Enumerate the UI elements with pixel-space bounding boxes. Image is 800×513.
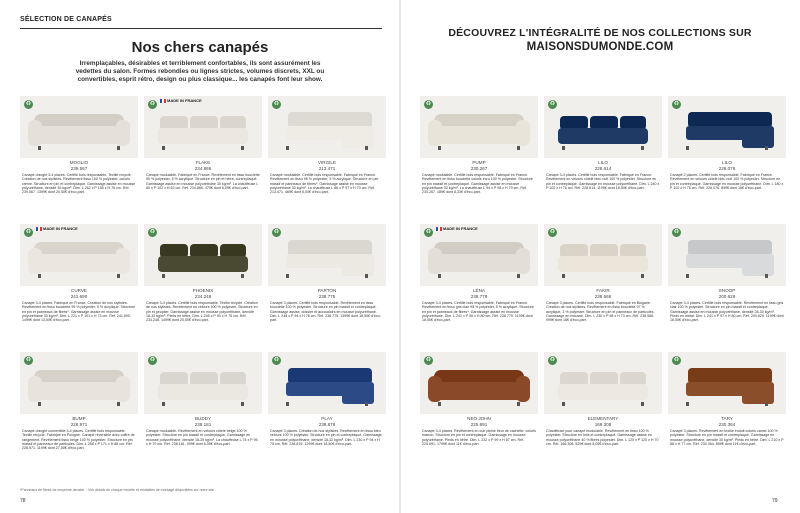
product-ref: 213.471: [318, 165, 336, 171]
page-number-right: 79: [772, 498, 778, 504]
product-description: Canapé 3 places. Certifié bois responsable. Fabriqué en Bulgarie. Création de nos stylistes. Revêtement en tissu bouclette 97 % acrylique, 3 % polyester. Structure en pin et panneaux de particules. Garnissage en mousse. Dim. L 230 x P 98 x H 73 cm. Réf. 238.568. 999€ dont 16€ d'éco-part.: [546, 301, 655, 323]
page-title: Nos chers canapés: [131, 39, 269, 56]
product-card: [420, 224, 538, 352]
eco-badge-icon: ♻: [25, 229, 32, 235]
product-title: PLAY: [321, 416, 333, 421]
product-card: [668, 96, 786, 224]
promo-line-2: MAISONSDUMONDE.COM: [526, 41, 674, 53]
product-name: [544, 416, 662, 427]
sofa-illustration: [544, 224, 662, 286]
product-description: Canapé 3 places. Création de nos stylistes. Revêtement en tissu bleu velours 100 % polyester. Structure en pin et contreplaqué. Garnissage en mousse polyuréthane, densité 18-32 kg/m³. Dim. L 230 x P 94 x H 75 cm. Réf. 238.876. 1299€ dont 18,50€ d'éco-part.: [270, 429, 382, 446]
product-title: MOGLIO: [69, 160, 89, 165]
product-card: [544, 96, 662, 224]
eco-badge-icon: ♻: [273, 229, 280, 235]
product-photo: [544, 224, 662, 286]
product-ref: 200.629: [718, 293, 736, 299]
footnote: *Panneaux de fibres de moyenne densité. · Voir détails de chaque modèle et modalités de montage disponibles sur notre site.: [20, 488, 215, 492]
sofa-illustration: [668, 224, 786, 286]
product-title: VIRGILE: [317, 160, 337, 165]
eco-badge-icon: ♻: [25, 357, 32, 363]
sofa-illustration: [668, 96, 786, 158]
product-photo: [420, 352, 538, 414]
product-title: PARTON: [317, 288, 337, 293]
product-ref: 166.308: [594, 421, 612, 427]
product-ref: 230.364: [718, 421, 736, 427]
product-photo: [668, 224, 786, 286]
sofa-illustration: [544, 96, 662, 158]
product-card: [544, 352, 662, 480]
product-title: PHOENIX: [192, 288, 214, 293]
product-ref: 241.690: [70, 293, 88, 299]
french-flag-icon: [436, 227, 442, 231]
product-description: Canapé modulable. Revêtement en velours côtelé beige 100 % polyester. Structure en pin massif et contreplaqué. Garnissage en mousse polyuréthane, densité 18-35 kg/m³. La chauffeuse L 74 x P 95 x H 70 cm. Réf. 238.181. 399€ dont 6,05€ d'éco-part.: [146, 429, 258, 446]
product-card: [544, 224, 662, 352]
eco-badge-icon: ♻: [149, 229, 156, 235]
product-card: [420, 96, 538, 224]
product-description: Canapé modulable. Fabriqué en France. Revêtement en tissu bouclette 95 % polyester, 5 % acrylique. Structure en pin et hêtre, contreplaqué. Garnissage assise en mousse polyuréthane 30 kg/m³. La chauffeuse L 80 x P 102 x H 63 cm. Réf. 234.866. 479€ dont 6,05€ d'éco-part.: [146, 173, 260, 190]
sofa-illustration: [420, 96, 538, 158]
product-ref: 225.691: [470, 421, 488, 427]
made-in-france-badge: [436, 227, 478, 232]
eco-badge-icon: ♻: [273, 101, 280, 107]
sofa-illustration: [544, 352, 662, 414]
product-photo: [544, 352, 662, 414]
product-description: Canapé 3-4 places. Revêtement en cuir pleine fleur de vachette, coloris marron. Structure en pin et contreplaqué. Garnissage en mousse polyuréthane. Pieds en hêtre. Dim. L 232 x P 99 x H 87 cm. Réf. 225.691. 1799€ dont 11€ d'éco-part.: [422, 429, 536, 446]
product-ref: 234.866: [194, 165, 212, 171]
product-ref: 238.779: [470, 293, 488, 299]
product-photo: [668, 352, 786, 414]
product-card: [420, 352, 538, 480]
product-title: LILO: [598, 160, 608, 165]
eco-badge-icon: ♻: [425, 357, 432, 363]
made-in-france-label: MADE IN FRANCE: [167, 98, 202, 104]
product-description: Canapé 3-4 places. Certifié bois responsable. Fabriqué en France. Revêtement en velours côtelé bleu nuit 100 % polyester. Structure en pin et contreplaqué. Garnissage en mousse polyuréthane. Dim. L 240 x P 102 x H 76 cm. Réf. 228.614. 1199€ dont 18,50€ d'éco-part.: [546, 173, 660, 190]
product-title: ELEMENTARY: [587, 416, 619, 421]
product-name: [668, 288, 786, 299]
product-title: LÉNA: [472, 288, 485, 293]
sofa-illustration: [668, 352, 786, 414]
product-card: [668, 224, 786, 352]
eco-badge-icon: ♻: [25, 101, 32, 107]
made-in-france-label: MADE IN FRANCE: [443, 226, 478, 232]
eco-badge-icon: ♻: [425, 229, 432, 235]
product-name: [420, 288, 538, 299]
product-title: PUMP: [472, 160, 486, 165]
product-title: CURVE: [71, 288, 87, 293]
product-description: Canapé 3-4 places. Fabriqué en France. Création de nos stylistes. Revêtement en tissu bouclette 95 % polyester, 5 % acrylique. Structure en pin et panneaux de fibres*. Garnissage assise en mousse polyuréthane 30 kg/m³. Dim. L 221 x P 101 x H 73 cm. Réf. 241.690. 1499€ dont 13,50€ d'éco-part.: [22, 301, 136, 323]
promo-banner: [420, 26, 780, 54]
product-description: Canapé 3-4 places. Certifié bois responsable. Fabriqué en France. Revêtement en tissu gris clair 95 % polyester, 5 % acrylique. Structure en pin et panneaux de fibres*. Garnissage assise en mousse polyuréthane. Dim. L 241 x P 96 x H 80 cm. Réf. 238.779. 1199€ dont 18,50€ d'éco-part.: [422, 301, 534, 323]
product-description: Canapé modulable. Certifié bois responsable. Fabriqué en France. Revêtement en tissu bouclette coloris écru 100 % polyester. Structure en pin massif et contreplaqué. Garnissage assise en mousse polyuréthane 30 kg/m³. La chauffeuse L 94 x P 98 x H 79 cm. Réf. 230.267. 189€ dont 8,33€ d'éco-part.: [422, 173, 533, 195]
product-ref: 238.775: [318, 293, 336, 299]
product-photo: [420, 224, 538, 286]
product-photo: [668, 96, 786, 158]
product-description: Canapé 3 places. Revêtement en textile enduit coloris camel 100 % polyester. Structure en pin massif et contreplaqué. Garnissage en mousse polyuréthane, densité 30 kg/m³. Pieds en hêtre. Dim. L 210 x P 88 x H 77 cm. Réf. 230.364. 899€ dont 11€ d'éco-part.: [670, 429, 784, 446]
eco-badge-icon: ♻: [549, 229, 556, 235]
eco-badge-icon: ♻: [425, 101, 432, 107]
product-description: Canapé 3 places. Certifié bois responsable. Revêtement en tissu bouclette 100 % polyester. Structure en pin massif et contreplaqué. Garnissage assise, dossier et accoudoirs en mousse polyuréthane. Dim. L 248 x P 94 x H 76 cm. Réf. 238.775. 1399€ dont 18,50€ d'éco-part.: [270, 301, 381, 323]
product-description: Canapé 3-4 places. Certifié bois responsable. Textile recyclé. Création de nos stylistes. Revêtement en velours 100 % polyester. Structure en pin et peuplier. Garnissage assise en mousse polyuréthane, densité 18-32 kg/m³. Pieds en hêtre. Dim. L 246 x P 90 x H 75 cm. Réf. 234.248. 1499€ dont 20,50€ d'éco-part.: [146, 301, 258, 323]
product-name: [668, 416, 786, 427]
product-ref: 230.267: [470, 165, 488, 171]
product-name: [544, 160, 662, 171]
product-description: Chauffeuse pour canapé modulable. Revêtement en tissu 100 % polyester. Structure en bois et contreplaqué. Garnissage assise en mousse polyuréthane 40 % fibres polyester. Dim. L 120 x P 120 x H 70 cm. Réf. 166.308. 529€ dont 8,05€ d'éco-part.: [546, 429, 659, 446]
eco-badge-icon: ♻: [549, 357, 556, 363]
product-description: Canapé modulable. Certifié bois responsable. Fabriqué en France. Revêtement en tissu 95 % polyester, 5 % acrylique. Structure en pin massif et panneaux de fibres*. Garnissage assise en mousse polyuréthane 30 kg/m³. La chauffeuse L 88 x P 97 x H 70 cm. Réf. 213.471. 469€ dont 5,00€ d'éco-part.: [270, 173, 379, 195]
product-title: TARY: [721, 416, 733, 421]
promo-line-1: DÉCOUVREZ L'INTÉGRALITÉ DE NOS COLLECTIONS SUR: [448, 27, 752, 39]
product-photo: [420, 96, 538, 158]
product-name: [668, 160, 786, 171]
made-in-france-label: MADE IN FRANCE: [43, 226, 78, 232]
sofa-illustration: [420, 352, 538, 414]
eco-badge-icon: ♻: [549, 101, 556, 107]
page-number-left: 78: [20, 498, 26, 504]
product-card: [668, 352, 786, 480]
product-ref: 238.876: [318, 421, 336, 427]
eco-badge-icon: ♻: [273, 357, 280, 363]
product-ref: 238.181: [194, 421, 212, 427]
product-title: FAKIR: [596, 288, 610, 293]
product-title: NEO JOHN: [467, 416, 491, 421]
eco-badge-icon: ♻: [673, 229, 680, 235]
product-ref: 239.567: [70, 165, 88, 171]
product-description: Canapé d'angle convertible 3-4 places. Certifié bois responsable. Textile recyclé. Fabriqué en Pologne. Canapé réversible avec coffre de rangement. Revêtement tissu beige 100 % polyester. Structure en pin massif et panneaux de particules. Dim. L 258 x P 171 x H 88 cm. Réf. 226.971. 1199€ dont 27,50€ d'éco-part.: [22, 429, 135, 451]
product-title: FLAKE: [195, 160, 211, 165]
intro-text: Irremplaçables, désirables et terriblement confortables, ils sont assurément les vedettes du salon. Formes rebondies ou lignes strictes, volumes discrets, XXL ou convertibles, esprit rétro, design ou plus classique... les canapés font leur show.: [75, 60, 325, 83]
product-name: [544, 288, 662, 299]
product-description: Canapé 2 places. Certifié bois responsable. Fabriqué en France. Revêtement en velours côtelé bleu nuit 100 % polyester. Structure en pin et contreplaqué. Garnissage en mousse polyuréthane. Dim. L 180 x P 102 x H 76 cm. Réf. 226.076. 899€ dont 16€ d'éco-part.: [670, 173, 784, 190]
eco-badge-icon: ♻: [149, 101, 156, 107]
eco-badge-icon: ♻: [673, 101, 680, 107]
product-description: Canapé 3-4 places. Certifié bois responsable. Revêtement en tissu gris clair 100 % polyester. Structure en pin massif et contreplaqué. Garnissage assise en mousse polyuréthane, densité 28-30 kg/m³. Pieds en métal. Dim. L 241 x P 97 x H 80 cm. Réf. 200.629. 1199€ dont 18,50€ d'éco-part.: [670, 301, 784, 323]
product-description: Canapé d'angle 3-4 places. Certifié bois responsable. Textile recyclé. Création de nos stylistes. Revêtement tissu 100 % polyester, coloris crème. Structure en pin et contreplaqué. Garnissage assise en mousse polyuréthane, densité 35 kg/m³. Dim. L 262 x P 155 x H 76 cm. Réf. 239.567. 1399€ dont 20,50€ d'éco-part.: [22, 173, 136, 195]
product-title: LILO: [722, 160, 732, 165]
eco-badge-icon: ♻: [149, 357, 156, 363]
product-ref: 238.568: [594, 293, 612, 299]
product-ref: 228.614: [594, 165, 612, 171]
product-grid-right: [420, 96, 786, 480]
product-title: BUDDY: [194, 416, 212, 421]
sofa-illustration: [420, 224, 538, 286]
eco-badge-icon: ♻: [673, 357, 680, 363]
section-title: SÉLECTION DE CANAPÉS: [20, 16, 112, 23]
product-name: [420, 160, 538, 171]
product-ref: 226.076: [718, 165, 736, 171]
product-ref: 226.971: [70, 421, 88, 427]
product-ref: 234.248: [194, 293, 212, 299]
product-title: BUMP: [72, 416, 86, 421]
product-photo: [544, 96, 662, 158]
product-title: SNOOP: [718, 288, 736, 293]
product-name: [420, 416, 538, 427]
